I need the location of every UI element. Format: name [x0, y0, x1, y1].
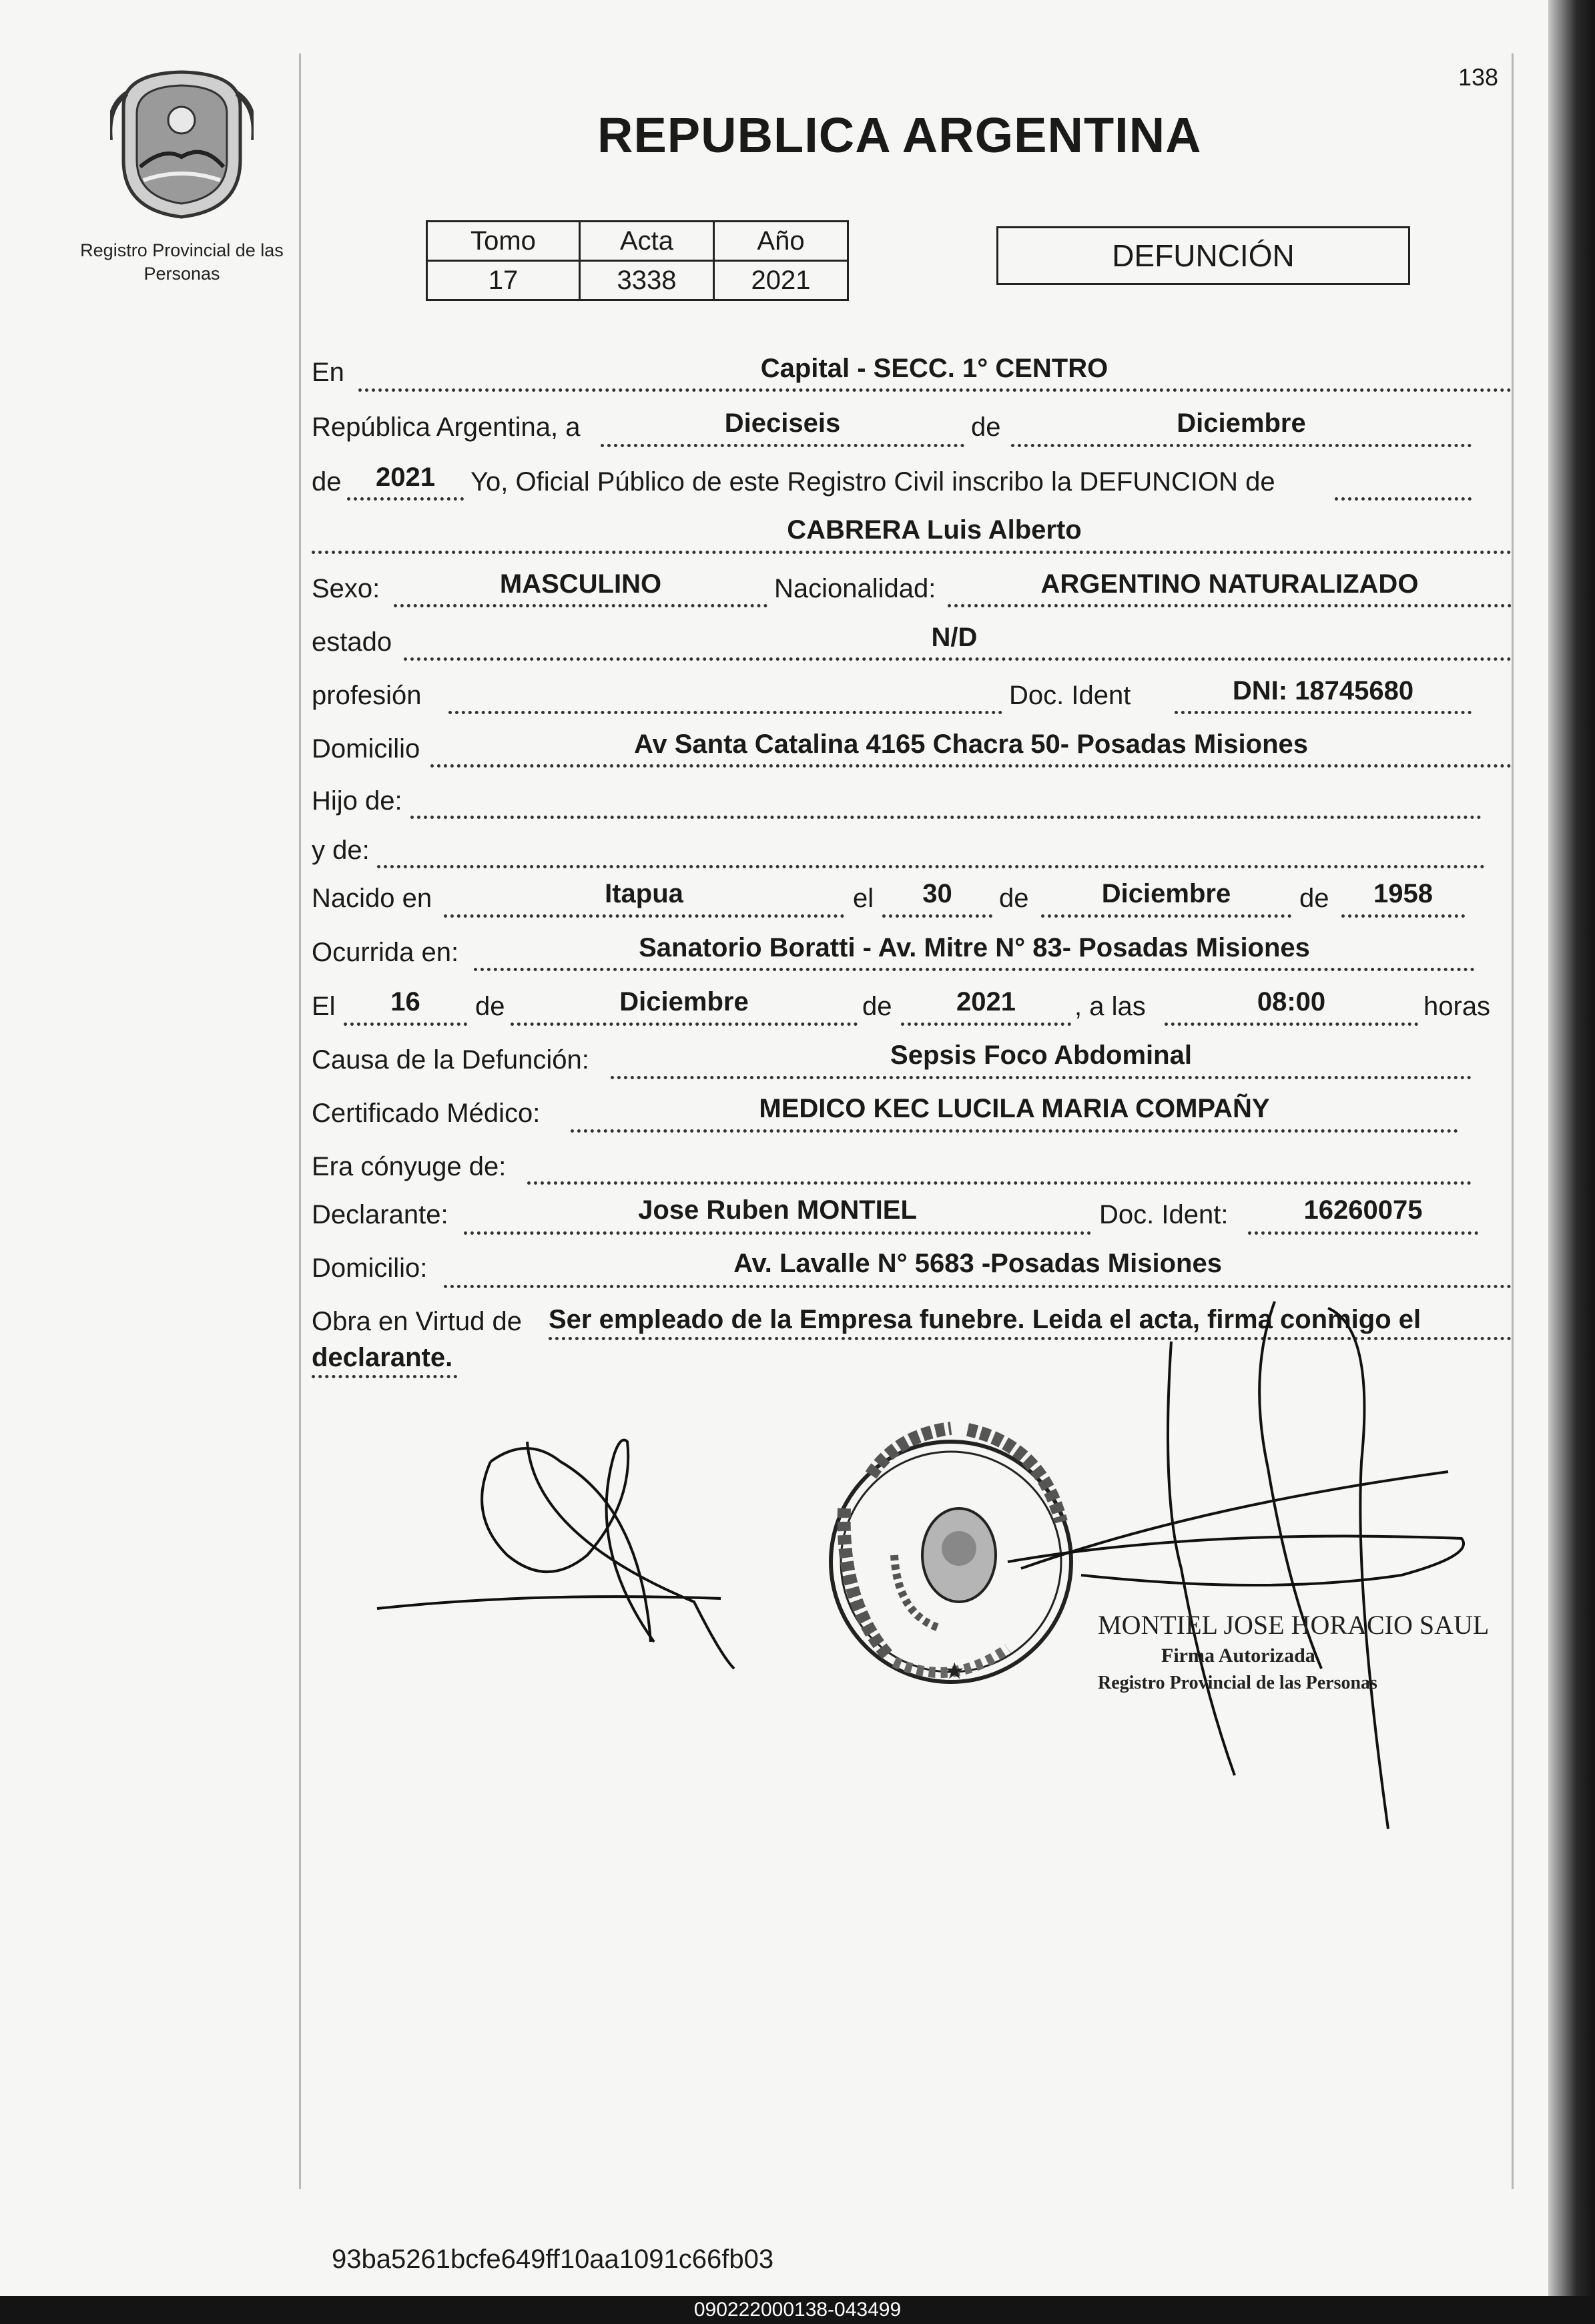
official-name: MONTIEL JOSE HORACIO SAUL [1098, 1610, 1490, 1640]
sexo-label: Sexo: [312, 574, 380, 603]
decl-domicilio-value: Av. Lavalle N° 5683 -Posadas Misiones [733, 1249, 1222, 1278]
causa-value: Sepsis Foco Abdominal [890, 1041, 1192, 1070]
tomo-header: Tomo [427, 222, 580, 261]
decl-doc-value: 16260075 [1303, 1195, 1423, 1225]
nac-mes-value: Diciembre [1101, 879, 1231, 908]
nacido-label: Nacido en [312, 884, 432, 913]
de-label: de [999, 884, 1029, 913]
de-label: de [862, 992, 892, 1021]
declarante-signature [377, 1440, 734, 1669]
causa-label: Causa de la Defunción: [312, 1045, 589, 1075]
republica-label: República Argentina, a [312, 412, 581, 442]
ocurrida-label: Ocurrida en: [312, 938, 459, 967]
page-title: REPUBLICA ARGENTINA [597, 107, 1202, 163]
horas-label: horas [1423, 992, 1491, 1021]
certificado-label: Certificado Médico: [312, 1099, 541, 1128]
official-signature [1008, 1301, 1464, 1829]
sexo-value: MASCULINO [499, 569, 662, 599]
de-label: de [312, 467, 342, 497]
official-role: Firma Autorizada [1161, 1645, 1315, 1667]
de-label: de [1299, 884, 1329, 913]
svg-text:★: ★ [944, 1658, 965, 1685]
official-signature-block [1098, 1610, 1489, 1693]
conyuge-label: Era cónyuge de: [312, 1152, 507, 1181]
el-label: El [312, 992, 336, 1021]
domicilio-label: Domicilio [312, 734, 420, 764]
obra-value-line2: declarante. [312, 1343, 453, 1372]
def-anio-value: 2021 [956, 987, 1016, 1016]
decl-domicilio-label: Domicilio: [312, 1253, 428, 1283]
el-label: el [853, 884, 874, 913]
alas-label: , a las [1074, 992, 1146, 1021]
barcode-footer: 090222000138-043499 [0, 2296, 1595, 2324]
tomo-value: 17 [427, 261, 580, 300]
oficial-text: Yo, Oficial Público de este Registro Civil inscribo la DEFUNCION de [470, 467, 1275, 497]
nacionalidad-label: Nacionalidad: [774, 574, 936, 603]
certificado-value: MEDICO KEC LUCILA MARIA COMPAÑY [759, 1094, 1270, 1123]
page-number: 138 [1458, 63, 1499, 91]
acta-value: 3338 [580, 261, 714, 300]
estado-label: estado [312, 627, 392, 657]
nacido-lugar-value: Itapua [605, 879, 683, 908]
estado-value: N/D [931, 623, 978, 652]
declarante-value: Jose Ruben MONTIEL [638, 1195, 917, 1225]
anio-value: 2021 [714, 261, 848, 300]
record-type-box: DEFUNCIÓN [996, 226, 1410, 285]
declarante-label: Declarante: [312, 1200, 448, 1229]
official-org: Registro Provincial de las Personas [1098, 1673, 1377, 1693]
institution-name: Registro Provincial de las Personas [80, 240, 284, 284]
nac-dia-value: 30 [922, 879, 952, 908]
doc-label: Doc. Ident [1009, 681, 1131, 710]
nacionalidad-value: ARGENTINO NATURALIZADO [1040, 569, 1419, 599]
def-dia-value: 16 [390, 987, 420, 1016]
dia-value: Dieciseis [724, 408, 841, 438]
de-label: de [971, 412, 1001, 442]
decl-doc-label: Doc. Ident: [1099, 1200, 1229, 1229]
obra-value-line1: Ser empleado de la Empresa funebre. Leida el acta, firma conmigo el [549, 1305, 1421, 1334]
anio-value: 2021 [376, 463, 435, 492]
domicilio-value: Av Santa Catalina 4165 Chacra 50- Posadas Misiones [633, 730, 1309, 759]
de-label: de [475, 992, 505, 1021]
ocurrida-value: Sanatorio Boratti - Av. Mitre N° 83- Posadas Misiones [639, 933, 1310, 962]
nac-anio-value: 1958 [1373, 879, 1433, 908]
profesion-label: profesión [312, 681, 422, 710]
obra-label: Obra en Virtud de [312, 1307, 523, 1336]
mes-value: Diciembre [1177, 408, 1306, 438]
anio-header: Año [714, 222, 848, 261]
y-de-label: y de: [312, 836, 370, 865]
doc-value: DNI: 18745680 [1232, 676, 1414, 705]
hora-value: 08:00 [1257, 987, 1326, 1016]
def-mes-value: Diciembre [619, 987, 749, 1016]
en-label: En [312, 358, 344, 387]
document-hash: 93ba5261bcfe649ff10aa1091c66fb03 [332, 2245, 774, 2274]
lugar-value: Capital - SECC. 1° CENTRO [760, 354, 1108, 383]
hijo-label: Hijo de: [312, 786, 402, 816]
nombre-value: CABRERA Luis Alberto [787, 515, 1082, 545]
acta-header: Acta [580, 222, 714, 261]
